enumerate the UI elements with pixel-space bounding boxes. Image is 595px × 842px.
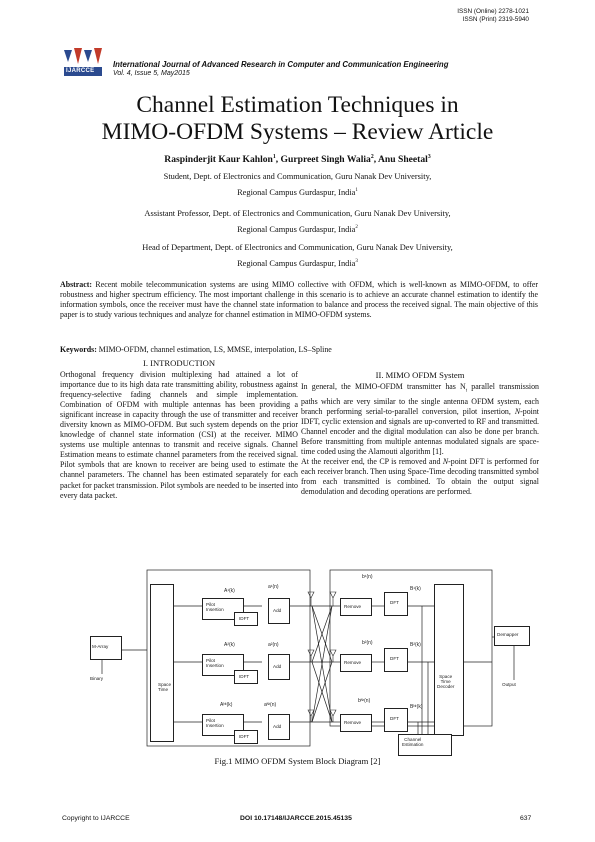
para-text: In general, the MIMO-OFDM transmitter has N: [301, 382, 466, 391]
pilot-3-label: Pilot Insertion: [206, 718, 224, 728]
author-3: Anu Sheetal: [377, 154, 428, 166]
add-cp-3-label: Add: [273, 724, 282, 729]
demapper-label: Demapper: [497, 632, 519, 637]
rx-symbol-B2: B²(k): [410, 642, 421, 648]
author-sep: ,: [373, 154, 378, 166]
idft-2-label: IDFT: [239, 674, 250, 679]
pilot-1-label: Pilot Insertion: [206, 602, 224, 612]
affiliation-1-line2: Regional Campus Gurdaspur, India: [237, 188, 356, 197]
dft-1-label: DFT: [390, 600, 399, 605]
affiliation-3-line1: Head of Department, Dept. of Electronics and Communication, Guru Nanak Dev University,: [142, 243, 453, 252]
idft-1-label: IDFT: [239, 616, 250, 621]
affiliation-2-mark: 2: [355, 225, 358, 231]
abstract-text: Recent mobile telecommunication systems are using MIMO collective with OFDM, which is well-known as MIMO-OFDM, to offer robustness and higher spectrum efficiency. The most important challenge in this scenario is to achieve an accurate channel estimation to identify the information symbols, once the receiver must have the channel state information to balance and process the received signal. The main objective of this paper is to study various techniques and analyze for channel estimation in MIMO-OFDM systems.: [60, 280, 538, 319]
footer-doi: DOI 10.17148/IJARCCE.2015.45135: [240, 815, 352, 822]
tx-symbol-a2: A²(k): [224, 642, 235, 648]
para-text: -point IDFT, cyclic extension and signals are up-converted to RF and transmitted. Channel encoder and the digital modulation can also be done per branch. Before transmitting from multiple antennas modulated signals are space-time coded using the Alamouti algorithm [1].: [301, 406, 539, 456]
affiliation-2-line2: Regional Campus Gurdaspur, India: [237, 225, 356, 234]
author-1: Raspinderjit Kaur Kahlon: [164, 154, 273, 166]
author-2-mark: 2: [370, 154, 374, 160]
footer-page-number: 637: [520, 815, 532, 822]
figure-caption: Fig.1 MIMO OFDM System Block Diagram [2]: [214, 756, 381, 766]
journal-volume: Vol. 4, Issue 5, May2015: [113, 70, 190, 77]
affiliation-3-mark: 3: [355, 259, 358, 265]
space-time-decoder-label: Space Time Decoder: [437, 674, 455, 689]
space-time-encoder: [150, 584, 174, 742]
affiliation-2-line1: Assistant Professor, Dept. of Electronics and Communication, Guru Nanak Dev University,: [144, 209, 451, 218]
space-time-encoder-label: Space Time: [158, 682, 172, 692]
keywords-label: Keywords:: [60, 345, 97, 354]
dft-3-label: DFT: [390, 716, 399, 721]
idft-3-label: IDFT: [239, 734, 250, 739]
section-2-para-1: [301, 382, 539, 457]
affiliation-1: [0, 172, 595, 197]
affiliation-1-line1: Student, Dept. of Electronics and Communication, Guru Nanak Dev University,: [163, 172, 432, 181]
author-sep: ,: [275, 154, 281, 166]
rx-symbol-B1: B¹(k): [410, 586, 421, 592]
paper-title: [0, 92, 595, 146]
para-italic: N: [442, 456, 449, 466]
keywords: [60, 345, 538, 355]
mapper-label: M-Array: [92, 644, 109, 649]
section-2-para-2: [301, 457, 539, 497]
author-2: Gurpreet Singh Walia: [280, 154, 371, 166]
add-cp-1-label: Add: [273, 608, 282, 613]
footer-copyright: Copyright to IJARCCE: [62, 815, 130, 822]
journal-name: International Journal of Advanced Research in Computer and Communication Engineering: [113, 60, 449, 69]
affiliation-3-line2: Regional Campus Gurdaspur, India: [237, 259, 356, 268]
logo-text: IJARCCE: [66, 68, 95, 74]
section-1-heading: I. INTRODUCTION: [142, 358, 216, 368]
dft-2-label: DFT: [390, 656, 399, 661]
affiliation-1-mark: 1: [355, 188, 358, 194]
title-line-2: MIMO-OFDM Systems – Review Article: [101, 119, 494, 145]
remove-cp-1-label: Remove: [344, 604, 362, 609]
tx-signal-a2: a²(n): [268, 642, 279, 648]
author-3-mark: 3: [427, 154, 431, 160]
author-list: [0, 154, 595, 165]
space-time-decoder: [434, 584, 464, 736]
tx-signal-a1: a¹(n): [268, 584, 279, 590]
remove-cp-3-label: Remove: [344, 720, 362, 725]
abstract-label: Abstract:: [60, 280, 92, 289]
binary-label: Binary: [90, 676, 104, 681]
keywords-text: MIMO-OFDM, channel estimation, LS, MMSE, interpolation, LS–Spline: [96, 345, 332, 354]
affiliation-3: [0, 243, 595, 268]
rx-symbol-Bn: Bᴺʳ(k): [410, 704, 423, 710]
journal-logo: [62, 46, 104, 78]
add-cp-2-label: Add: [273, 664, 282, 669]
issn-online: ISSN (Online) 2278-1021: [457, 8, 529, 15]
tx-symbol-an: Aᴺᵗ(k): [220, 702, 233, 708]
para-text: At the receiver end, the CP is removed and: [301, 456, 443, 466]
para-sub: t: [465, 388, 468, 394]
affiliation-2: [0, 209, 595, 234]
rx-signal-b2: b²(n): [362, 640, 373, 646]
abstract: [60, 280, 538, 320]
issn-block: [457, 8, 529, 24]
rx-signal-b1: b¹(n): [362, 574, 373, 580]
para-text: parallel transmission paths which are very similar to the single antenna OFDM system, each branch performing serial-to-parallel conversion, pilot insertion,: [301, 382, 539, 416]
issn-print: ISSN (Print) 2319-5940: [462, 16, 529, 23]
para-text: -point DFT is performed for each receiver branch. Then using Space-Time decoding transmitted symbol from each transmitted is combined. To obtain the output signal demodulation and decoding operations are performed.: [301, 456, 540, 497]
section-2-heading: II. MIMO OFDM System: [375, 370, 465, 380]
para-italic: N: [514, 406, 521, 416]
tx-signal-an: aᴺᵗ(n): [264, 702, 277, 708]
remove-cp-2-label: Remove: [344, 660, 362, 665]
block-diagram: [62, 562, 532, 752]
title-line-1: Channel Estimation Techniques in: [136, 92, 459, 118]
section-2-body: [301, 382, 539, 497]
pilot-2-label: Pilot Insertion: [206, 658, 224, 668]
section-1-body: Orthogonal frequency division multiplexing had attained a lot of importance due to its high data rate transmitting ability, robustness against frequency-selective fading channels and simple implementation. Combination of OFDM with multiple antennas has been providing a significant increase in capacity through the use of transmitter and receiver diversity known as MIMO-OFDM. But such system depends on the prior knowledge of channel state information (CSI) at the receiver. MIMO systems use multiple antennas to transmit and receive signals. Channel Estimation means to estimate channel parameters from the received signal. Pilot symbols that are known to receiver are being used to estimate the channel parameters. The channel has been estimated separately for each packet for packet transmission. Pilot symbols are needed to be inserted into every data packet.: [60, 370, 298, 500]
author-1-mark: 1: [272, 154, 276, 160]
output-label: Output: [502, 682, 516, 687]
rx-signal-bn: bᴺʳ(n): [358, 698, 371, 704]
tx-symbol-a1: A¹(k): [224, 588, 235, 594]
channel-estimation-label: Channel Estimation: [402, 737, 424, 747]
